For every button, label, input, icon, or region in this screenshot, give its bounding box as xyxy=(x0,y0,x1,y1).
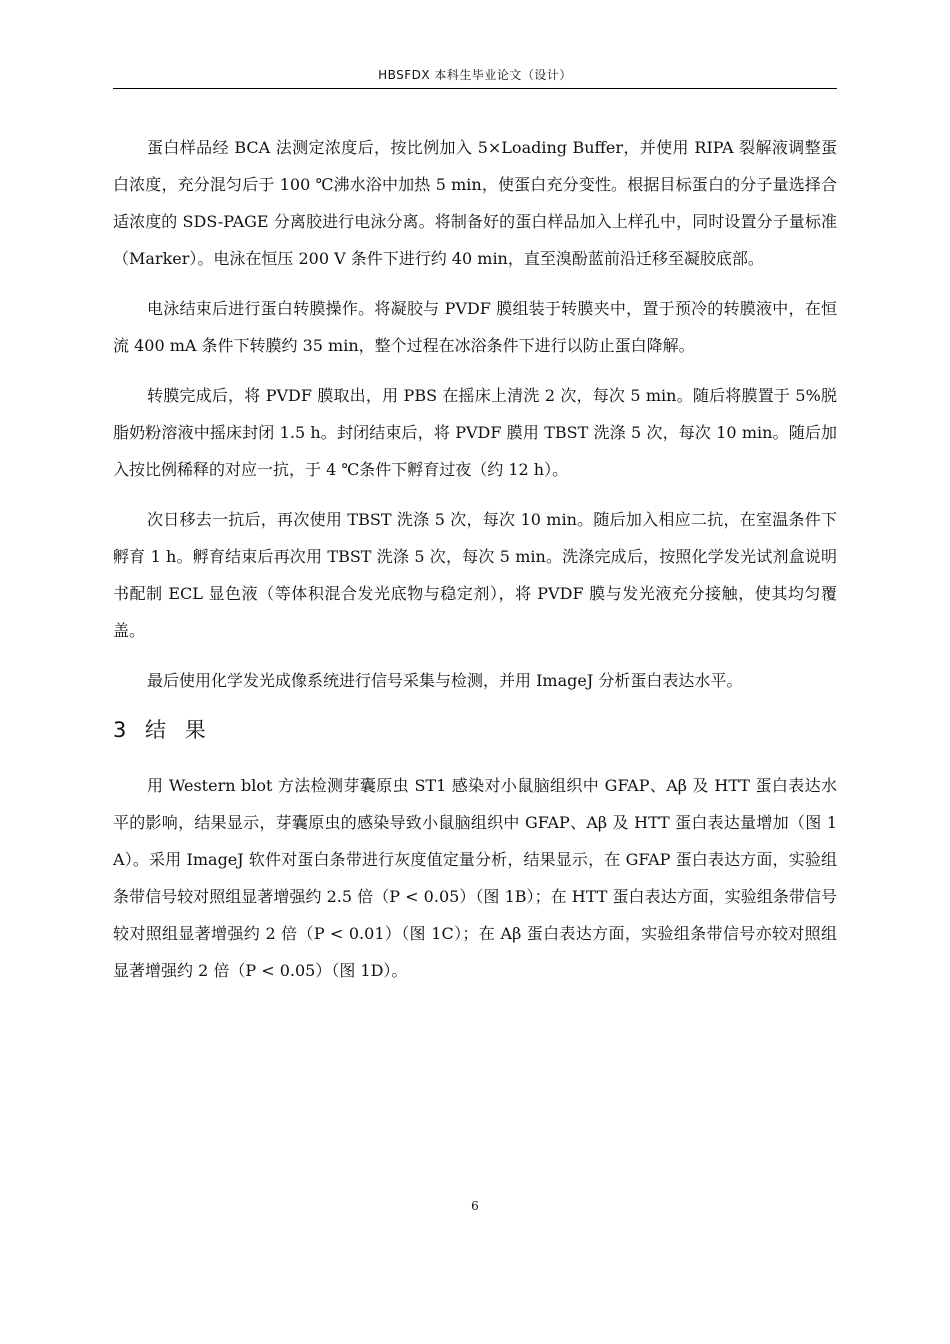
paragraph-results: 用 Western blot 方法检测芽囊原虫 ST1 感染对小鼠脑组织中 GFAP、Aβ 及 HTT 蛋白表达水平的影响，结果显示，芽囊原虫的感染导致小鼠脑组织中 GFAP、Aβ 及 HTT 蛋白表达量增加（图 1 A）。采用 ImageJ 软件对蛋白条带进行灰度值定量分析，结果显示，在 GFAP 蛋白表达方面，实验组条带信号较对照组显著增强约 2.5 倍（P < 0.05）（图 1B）；在 HTT 蛋白表达方面，实验组条带信号较对照组显著增强约 2 倍（P < 0.01）（图 1C）；在 Aβ 蛋白表达方面，实验组条带信号亦较对照组显著增强约 2 倍（P < 0.05）（图 1D）。 xyxy=(113,776,837,980)
section-heading-results: 3 结 果 xyxy=(113,718,212,742)
paragraph-imaging: 最后使用化学发光成像系统进行信号采集与检测，并用 ImageJ 分析蛋白表达水平。 xyxy=(147,671,743,690)
header-title: HBSFDX 本科生毕业论文（设计） xyxy=(378,68,572,82)
paragraph-transfer: 电泳结束后进行蛋白转膜操作。将凝胶与 PVDF 膜组装于转膜夹中，置于预冷的转膜液中，在恒流 400 mA 条件下转膜约 35 min，整个过程在冰浴条件下进行以防止蛋白降解。 xyxy=(113,299,837,355)
paragraph-sample-prep: 蛋白样品经 BCA 法测定浓度后，按比例加入 5×Loading Buffer，并使用 RIPA 裂解液调整蛋白浓度，充分混匀后于 100 ℃沸水浴中加热 5 min，使蛋白充分变性。根据目标蛋白的分子量选择合适浓度的 SDS-PAGE 分离胶进行电泳分离。将制备好的蛋白样品加入上样孔中，同时设置分子量标准（Marker）。电泳在恒压 200 V 条件下进行约 40 min，直至溴酚蓝前沿迁移至凝胶底部。 xyxy=(113,138,837,268)
page-number: 6 xyxy=(471,1199,479,1213)
paragraph-antibody: 次日移去一抗后，再次使用 TBST 洗涤 5 次，每次 10 min。随后加入相应二抗，在室温条件下孵育 1 h。孵育结束后再次用 TBST 洗涤 5 次，每次 5 min。洗涤完成后，按照化学发光试剂盒说明书配制 ECL 显色液（等体积混合发光底物与稳定剂），将 PVDF 膜与发光液充分接触，使其均匀覆盖。 xyxy=(113,510,837,640)
page-header xyxy=(113,66,837,89)
paragraph-blocking: 转膜完成后，将 PVDF 膜取出，用 PBS 在摇床上清洗 2 次，每次 5 min。随后将膜置于 5%脱脂奶粉溶液中摇床封闭 1.5 h。封闭结束后，将 PVDF 膜用 TBST 洗涤 5 次，每次 10 min。随后加入按比例稀释的对应一抗，于 4 ℃条件下孵育过夜（约 12 h）。 xyxy=(113,386,837,479)
page-body xyxy=(113,129,837,1002)
